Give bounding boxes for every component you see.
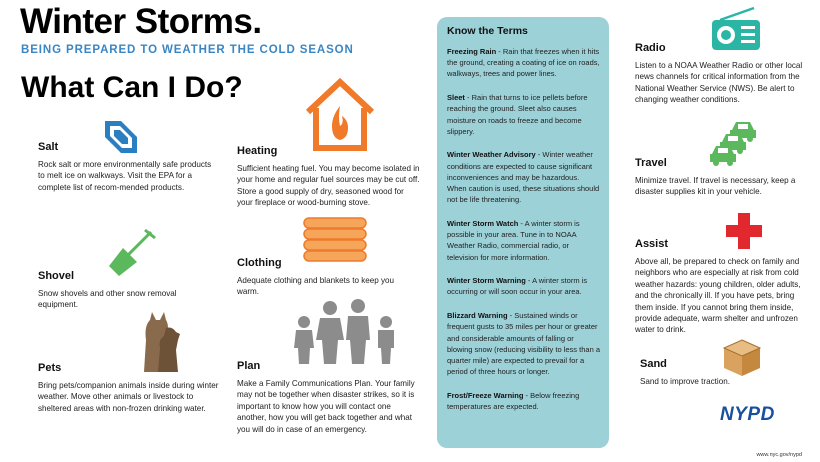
plan-text: Make a Family Communications Plan. Your family may not be together when disaster strikes, so it is important to know how you will contact one another, how you will get back together and what you will do in case of an emergency. (237, 379, 415, 434)
term-winter-weather-advisory: Winter Weather Advisory - Winter weather conditions are expected to cause significant inconveniences and may be hazardous. When caution is used, these situations should not be life threatening. (447, 150, 600, 205)
terms-title: Know the Terms (447, 25, 528, 37)
term-sleet: Sleet - Rain that turns to ice pellets before reaching the ground. Sleet also causes moisture on roads to freeze and become slippery. (447, 93, 588, 136)
radio-text: Listen to a NOAA Weather Radio or other local news channels for critical information from the National Weather Service (NWS). Be alert to changing weather conditions. (635, 61, 803, 105)
radio-icon (710, 6, 762, 52)
clothing-text: Adequate clothing and blankets to keep you warm. (237, 276, 395, 297)
folded-blankets-icon (302, 216, 370, 264)
know-the-terms-panel (437, 17, 609, 448)
pets-heading: Pets (38, 362, 62, 374)
shovel-icon (105, 226, 157, 278)
term-winter-storm-watch: Winter Storm Watch - A winter storm is possible in your area. Tune in to NOAA Weather Radio, commercial radio, or television for more information. (447, 218, 580, 262)
heating-text: Sufficient heating fuel. You may become isolated in your home and regular fuel sources may be cut off. Store a good supply of dry, seasoned wood for your fireplace or wood-burning stove. (237, 164, 420, 208)
nypd-logo: NYPD (720, 404, 775, 425)
term-freezing-rain: Freezing Rain - Rain that freezes when it hits the ground, creating a coating of ice on roads, walkways, trees and power lines. (447, 47, 600, 79)
sand-heading: Sand (640, 358, 667, 370)
salt-bag-icon (101, 117, 141, 157)
travel-text: Minimize travel. If travel is necessary, keep a disaster supplies kit in your vehicle. (635, 176, 796, 197)
travel-heading: Travel (635, 157, 667, 169)
term-frost-freeze-warning: Frost/Freeze Warning - Below freezing temperatures are expected. (447, 390, 580, 412)
radio-heading: Radio (635, 42, 666, 54)
footer-url[interactable]: www.nyc.gov/nypd (756, 452, 802, 458)
heating-heading: Heating (237, 145, 278, 157)
sand-text: Sand to improve traction. (640, 377, 730, 386)
pets-icon (140, 310, 182, 376)
term-winter-storm-warning: Winter Storm Warning - A winter storm is occurring or will soon occur in your area. (447, 276, 588, 297)
cars-icon (708, 120, 758, 168)
assist-heading: Assist (635, 238, 669, 250)
sand-box-icon (722, 338, 762, 378)
page-title: Winter Storms. (20, 2, 262, 41)
red-cross-icon (726, 213, 762, 249)
plan-heading: Plan (237, 360, 261, 372)
house-fire-icon (302, 76, 378, 152)
salt-heading: Salt (38, 141, 59, 153)
section-question: What Can I Do? (21, 71, 243, 104)
page-subtitle: BEING PREPARED TO WEATHER THE COLD SEASON (21, 44, 354, 56)
shovel-text: Snow shovels and other snow removal equipment. (38, 289, 177, 310)
pets-text: Bring pets/companion animals inside during winter weather. Move other animals or livestock to sheltered areas with non-frozen drinking water. (38, 381, 219, 413)
assist-text: Above all, be prepared to check on family and neighbors who are especially at risk from cold weather hazards: young children, older adults, and the chronically ill. If you have pets, bring them inside. If you cannot bring them inside, provide adequate, warm shelter and unfrozen water to drink. (635, 257, 801, 335)
salt-text: Rock salt or more environmentally safe products to melt ice on walkways. Visit the EPA for a complete list of recom-mended products. (38, 160, 212, 192)
shovel-heading: Shovel (38, 270, 75, 282)
family-icon (292, 296, 400, 366)
term-blizzard-warning: Blizzard Warning - Sustained winds or frequent gusts to 35 miles per hour or greater and considerable amounts of falling or blowing snow (reducing visibility to less than a quarter mile) are expected to prevail for a period of three hours or longer. (447, 311, 600, 377)
clothing-heading: Clothing (237, 257, 282, 269)
